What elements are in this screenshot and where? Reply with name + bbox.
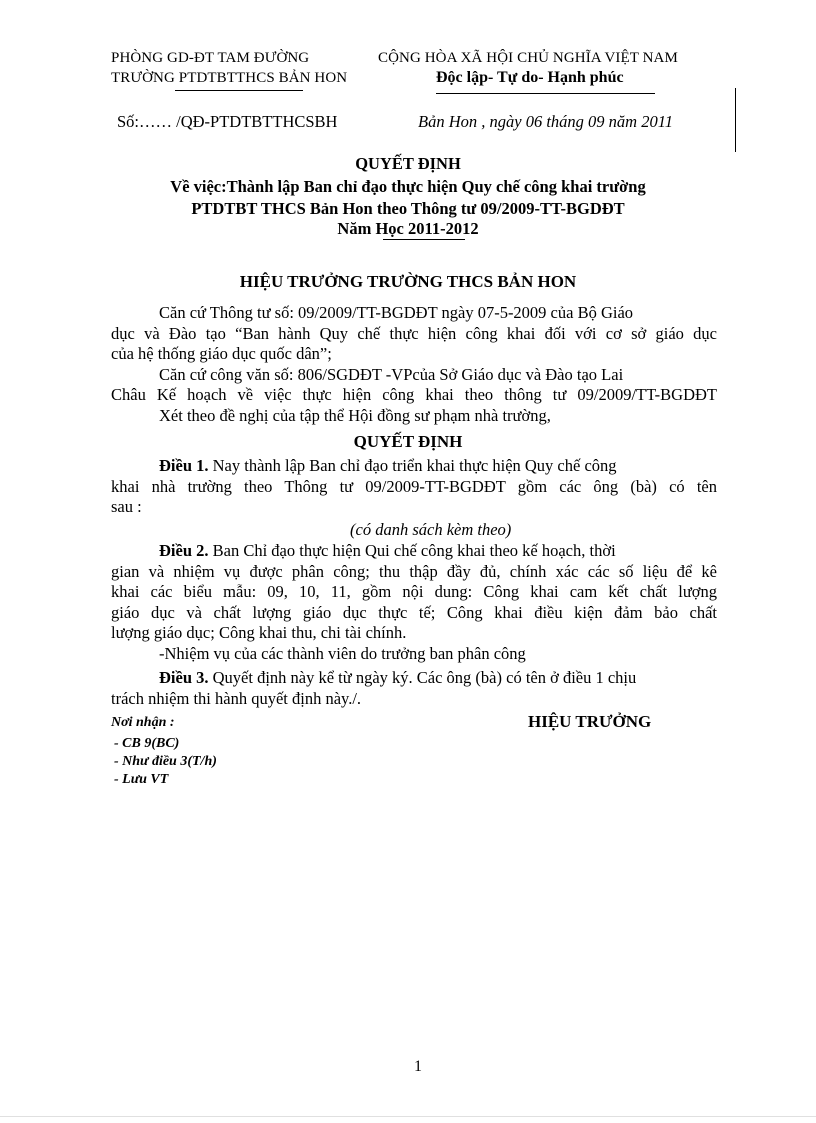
article-text: Ban Chỉ đạo thực hiện Qui chế công khai theo kế hoạch, thời bbox=[208, 541, 616, 560]
basis-line: Châu Kế hoạch về việc thực hiện công khai theo thông tư 09/2009/TT-BGDĐT bbox=[111, 385, 717, 404]
article-line: khai các biểu mẫu: 09, 10, 11, gồm nội dung: Công khai cam kết chất lượng bbox=[111, 582, 717, 601]
basis-line: Căn cứ công văn số: 806/SGDĐT -VPcủa Sở Giáo dục và Đào tạo Lai bbox=[159, 364, 624, 384]
national-motto: Độc lập- Tự do- Hạnh phúc bbox=[436, 69, 624, 86]
article-line: gian và nhiệm vụ được phân công; thu thập đầy đủ, chính xác các số liệu để kê bbox=[111, 561, 717, 581]
recipient-item: - Lưu VT bbox=[114, 772, 169, 787]
article-label: Điều 1. bbox=[159, 456, 209, 475]
subject-line-2: PTDTBT THCS Bản Hon theo Thông tư 09/2009-TT-BGDĐT bbox=[191, 199, 625, 218]
article-line: trách nhiệm thi hành quyết định này./. bbox=[111, 688, 362, 708]
article-1 bbox=[111, 456, 717, 518]
national-title: CỘNG HÒA XÃ HỘI CHỦ NGHĨA VIỆT NAM bbox=[378, 50, 678, 66]
signature-title: HIỆU TRƯỞNG bbox=[528, 712, 652, 731]
article-line bbox=[111, 668, 717, 689]
document-number: Số:…… /QĐ-PTDTBTTHCSBH bbox=[117, 112, 338, 131]
subject-line: Về việc:Thành lập Ban chỉ đạo thực hiện Quy chế công khai trường bbox=[170, 177, 646, 196]
article-text: Nay thành lập Ban chỉ đạo triển khai thực hiện Quy chế công bbox=[208, 456, 617, 475]
legal-basis bbox=[111, 303, 717, 426]
article-label: Điều 3. bbox=[159, 668, 209, 687]
school-name-underline bbox=[175, 90, 303, 91]
decision-heading: QUYẾT ĐỊNH bbox=[353, 432, 463, 451]
article-line: giáo dục và chất lượng giáo dục thực tế; Công khai điều kiện đảm bảo chất bbox=[111, 602, 717, 622]
article-3 bbox=[111, 668, 717, 709]
decision-title: QUYẾT ĐỊNH bbox=[355, 154, 461, 173]
recipient-item: - Như điều 3(T/h) bbox=[114, 754, 217, 769]
basis-line: Xét theo đề nghị của tập thể Hội đồng sư phạm nhà trường, bbox=[159, 405, 551, 425]
recipient-item: - CB 9(BC) bbox=[114, 736, 180, 751]
school-year: Năm Học 2011-2012 bbox=[337, 219, 479, 238]
motto-underline bbox=[436, 93, 655, 94]
article-line bbox=[111, 456, 717, 477]
attachment-note: (có danh sách kèm theo) bbox=[350, 520, 512, 539]
article-2 bbox=[111, 541, 717, 664]
page-bottom-border bbox=[0, 1116, 816, 1117]
place-date: Bản Hon , ngày 06 tháng 09 năm 2011 bbox=[418, 112, 673, 131]
article-line: -Nhiệm vụ của các thành viên do trưởng ban phân công bbox=[159, 643, 526, 663]
department-name: PHÒNG GD-ĐT TAM ĐƯỜNG bbox=[111, 50, 310, 66]
school-name: TRƯỜNG PTDTBTTHCS BẢN HON bbox=[111, 70, 348, 86]
article-text: Quyết định này kể từ ngày ký. Các ông (bà) có tên ở điều 1 chịu bbox=[208, 668, 637, 687]
recipients-heading: Nơi nhận : bbox=[111, 715, 175, 730]
basis-line: của hệ thống giáo dục quốc dân”; bbox=[111, 344, 332, 363]
school-year-underline bbox=[383, 239, 465, 240]
basis-line: Căn cứ Thông tư số: 09/2009/TT-BGDĐT ngày 07-5-2009 của Bộ Giáo bbox=[159, 303, 634, 322]
article-line: lượng giáo dục; Công khai thu, chi tài chính. bbox=[111, 623, 407, 642]
article-line: khai nhà trường theo Thông tư 09/2009-TT-BGDĐT gồm các ông (bà) có tên bbox=[111, 476, 717, 496]
basis-line: dục và Đào tạo “Ban hành Quy chế thực hiện công khai đối với cơ sở giáo dục bbox=[111, 323, 717, 343]
article-line bbox=[111, 541, 717, 562]
article-label: Điều 2. bbox=[159, 541, 209, 560]
page-number: 1 bbox=[414, 1058, 422, 1075]
article-line: sau : bbox=[111, 497, 142, 516]
issuing-authority: HIỆU TRƯỞNG TRƯỜNG THCS BẢN HON bbox=[239, 272, 577, 291]
margin-bar bbox=[735, 88, 736, 152]
